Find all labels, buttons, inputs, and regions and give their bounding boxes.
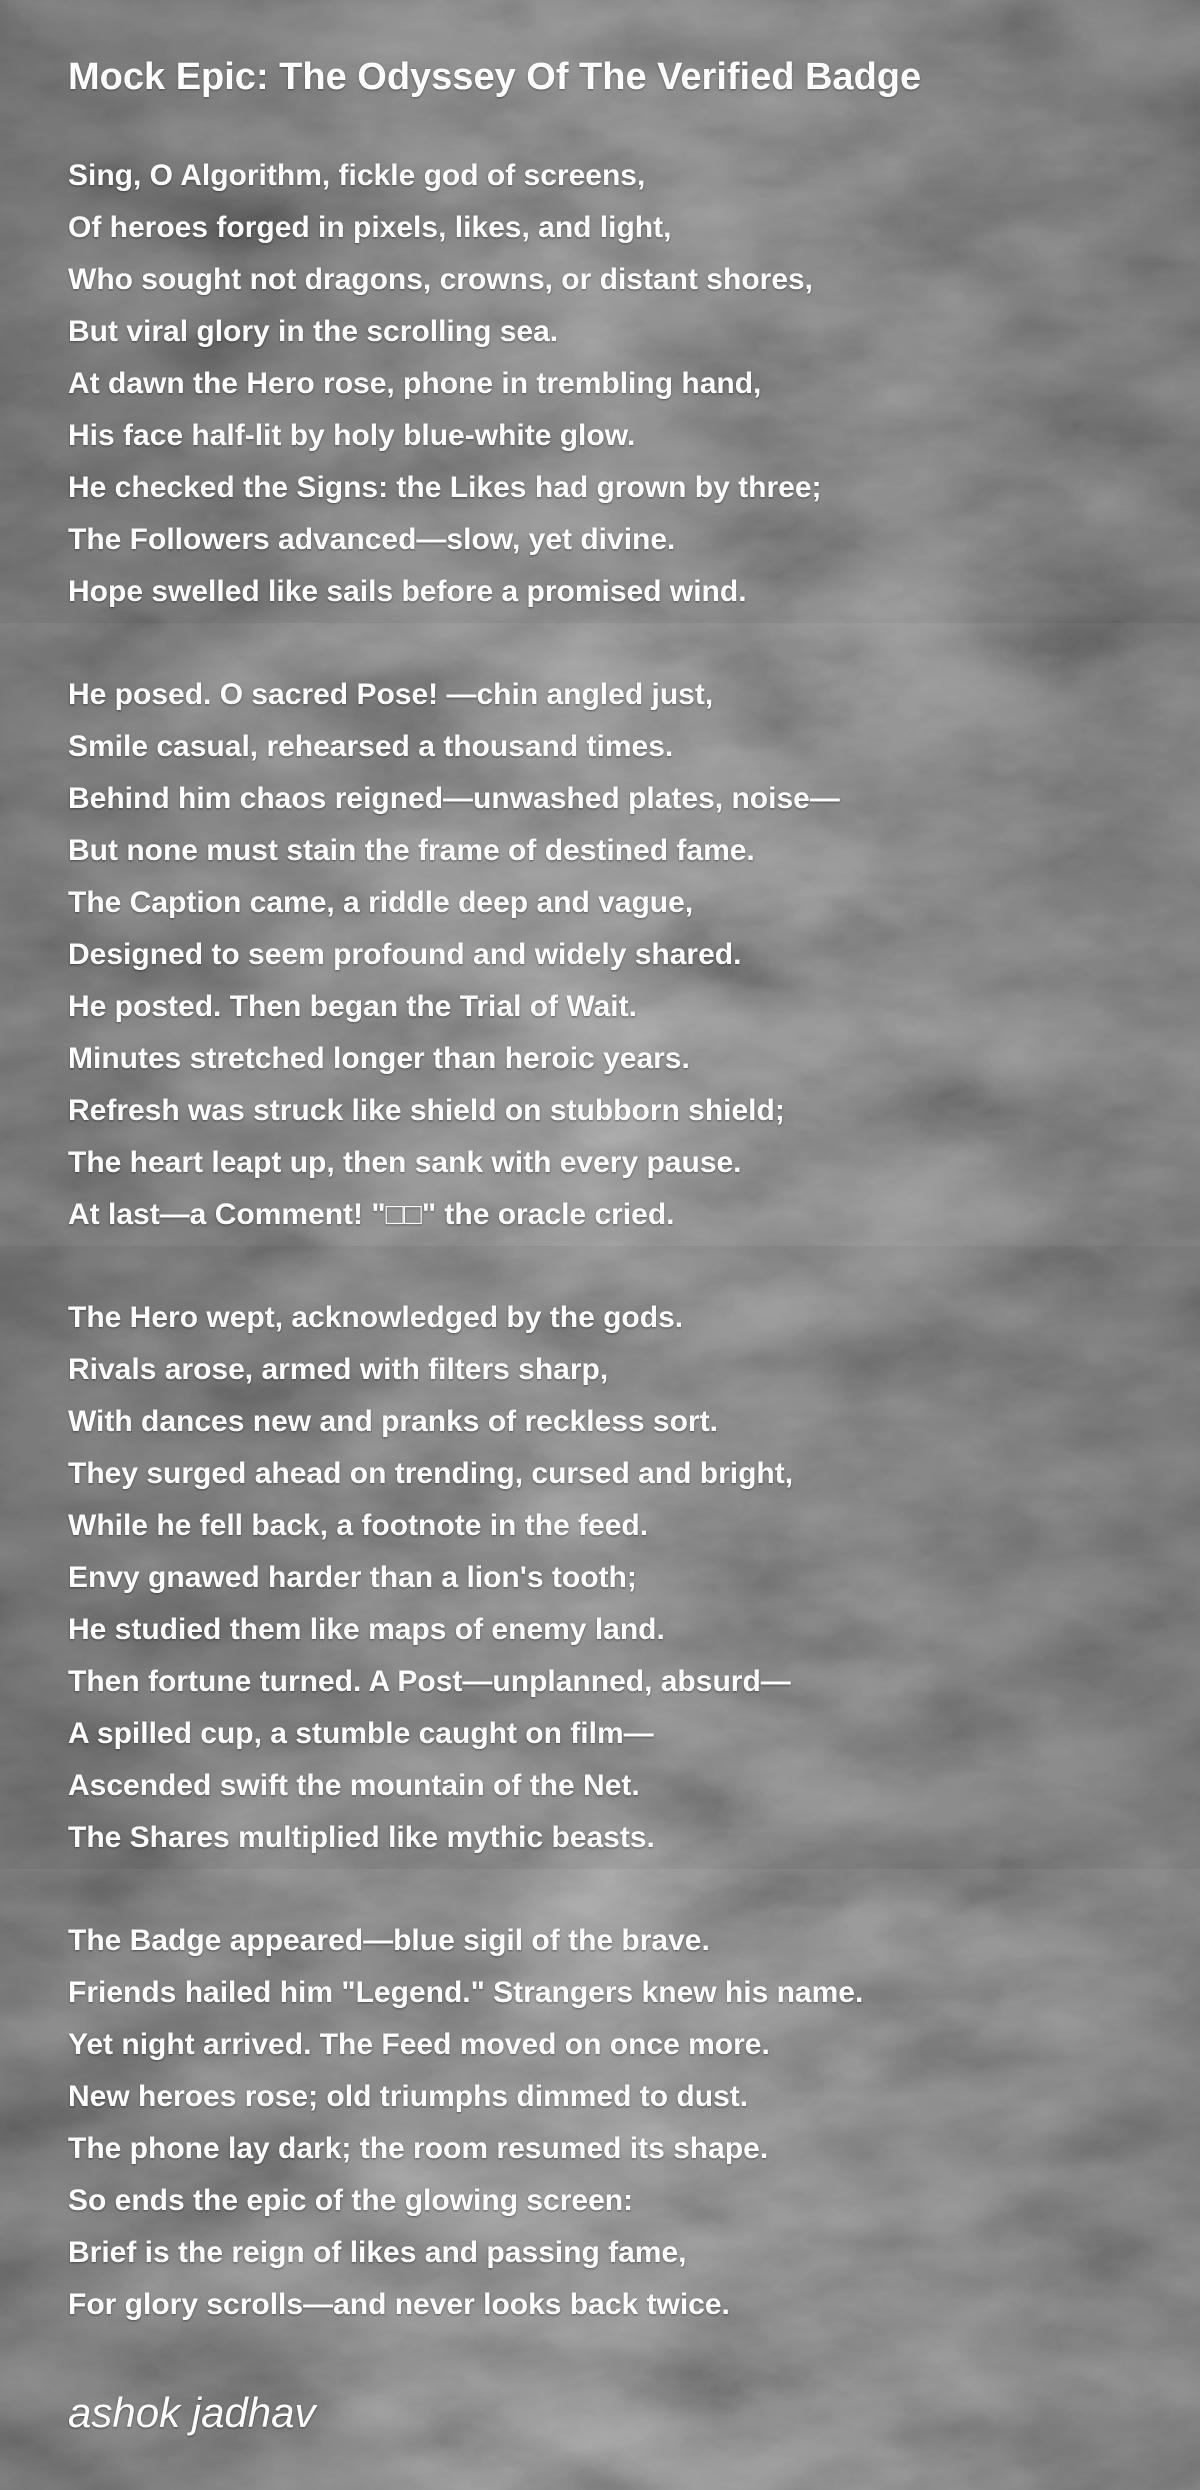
poem-line: At last—a Comment! "□□" the oracle cried. (68, 1198, 675, 1231)
poem-line: Friends hailed him "Legend." Strangers knew his name. (68, 1976, 864, 2009)
poem-line: So ends the epic of the glowing screen: (68, 2184, 634, 2217)
poem-line: The Shares multiplied like mythic beasts. (68, 1821, 655, 1854)
poem-line: Designed to seem profound and widely shared. (68, 938, 742, 971)
poem-line: For glory scrolls—and never looks back twice. (68, 2288, 730, 2321)
poem-line: Ascended swift the mountain of the Net. (68, 1769, 640, 1802)
poem-line: While he fell back, a footnote in the feed. (68, 1509, 649, 1542)
poem-line: He posted. Then began the Trial of Wait. (68, 990, 637, 1023)
poem-line: The phone lay dark; the room resumed its shape. (68, 2132, 769, 2165)
author-name: ashok jadhav (68, 2389, 316, 2436)
poem-line: Sing, O Algorithm, fickle god of screens, (68, 159, 646, 192)
poem-line: He studied them like maps of enemy land. (68, 1613, 665, 1646)
poem-line: The heart leapt up, then sank with every pause. (68, 1146, 742, 1179)
poem-line: Of heroes forged in pixels, likes, and light, (68, 211, 672, 244)
poem-line: Smile casual, rehearsed a thousand times. (68, 730, 674, 763)
poem-line: He checked the Signs: the Likes had grown by three; (68, 471, 822, 504)
poem-line: The Followers advanced—slow, yet divine. (68, 523, 676, 556)
poem-line: Yet night arrived. The Feed moved on once more. (68, 2028, 770, 2061)
poem-line: With dances new and pranks of reckless sort. (68, 1405, 718, 1438)
poem-line: Rivals arose, armed with filters sharp, (68, 1353, 609, 1386)
stanza-2 (68, 669, 840, 1241)
poem-line: But viral glory in the scrolling sea. (68, 315, 559, 348)
poem-line: A spilled cup, a stumble caught on film— (68, 1717, 654, 1750)
poem-line: But none must stain the frame of destined fame. (68, 834, 755, 867)
poem-line: Hope swelled like sails before a promised wind. (68, 575, 747, 608)
poem-line: They surged ahead on trending, cursed and bright, (68, 1457, 794, 1490)
poem-line: Who sought not dragons, crowns, or distant shores, (68, 263, 814, 296)
poem-line: Brief is the reign of likes and passing fame, (68, 2236, 687, 2269)
poem-line: Behind him chaos reigned—unwashed plates, noise— (68, 782, 840, 815)
poem-line: Then fortune turned. A Post—unplanned, absurd— (68, 1665, 791, 1698)
poem-line: He posed. O sacred Pose! —chin angled just, (68, 678, 714, 711)
poem-line: The Hero wept, acknowledged by the gods. (68, 1301, 684, 1334)
poem-line: New heroes rose; old triumphs dimmed to dust. (68, 2080, 749, 2113)
stanza-4 (68, 1915, 863, 2331)
poem-line: The Caption came, a riddle deep and vague, (68, 886, 694, 919)
poem-line: The Badge appeared—blue sigil of the brave. (68, 1924, 710, 1957)
poem-line: Envy gnawed harder than a lion's tooth; (68, 1561, 637, 1594)
poem-line: At dawn the Hero rose, phone in trembling hand, (68, 367, 762, 400)
stanza-3 (68, 1292, 793, 1864)
poem-title: Mock Epic: The Odyssey Of The Verified Badge (68, 56, 922, 98)
poem-line: Minutes stretched longer than heroic years. (68, 1042, 690, 1075)
poem-line: His face half-lit by holy blue-white glow. (68, 419, 636, 452)
poem-line: Refresh was struck like shield on stubborn shield; (68, 1094, 785, 1127)
stanza-1 (68, 150, 822, 618)
